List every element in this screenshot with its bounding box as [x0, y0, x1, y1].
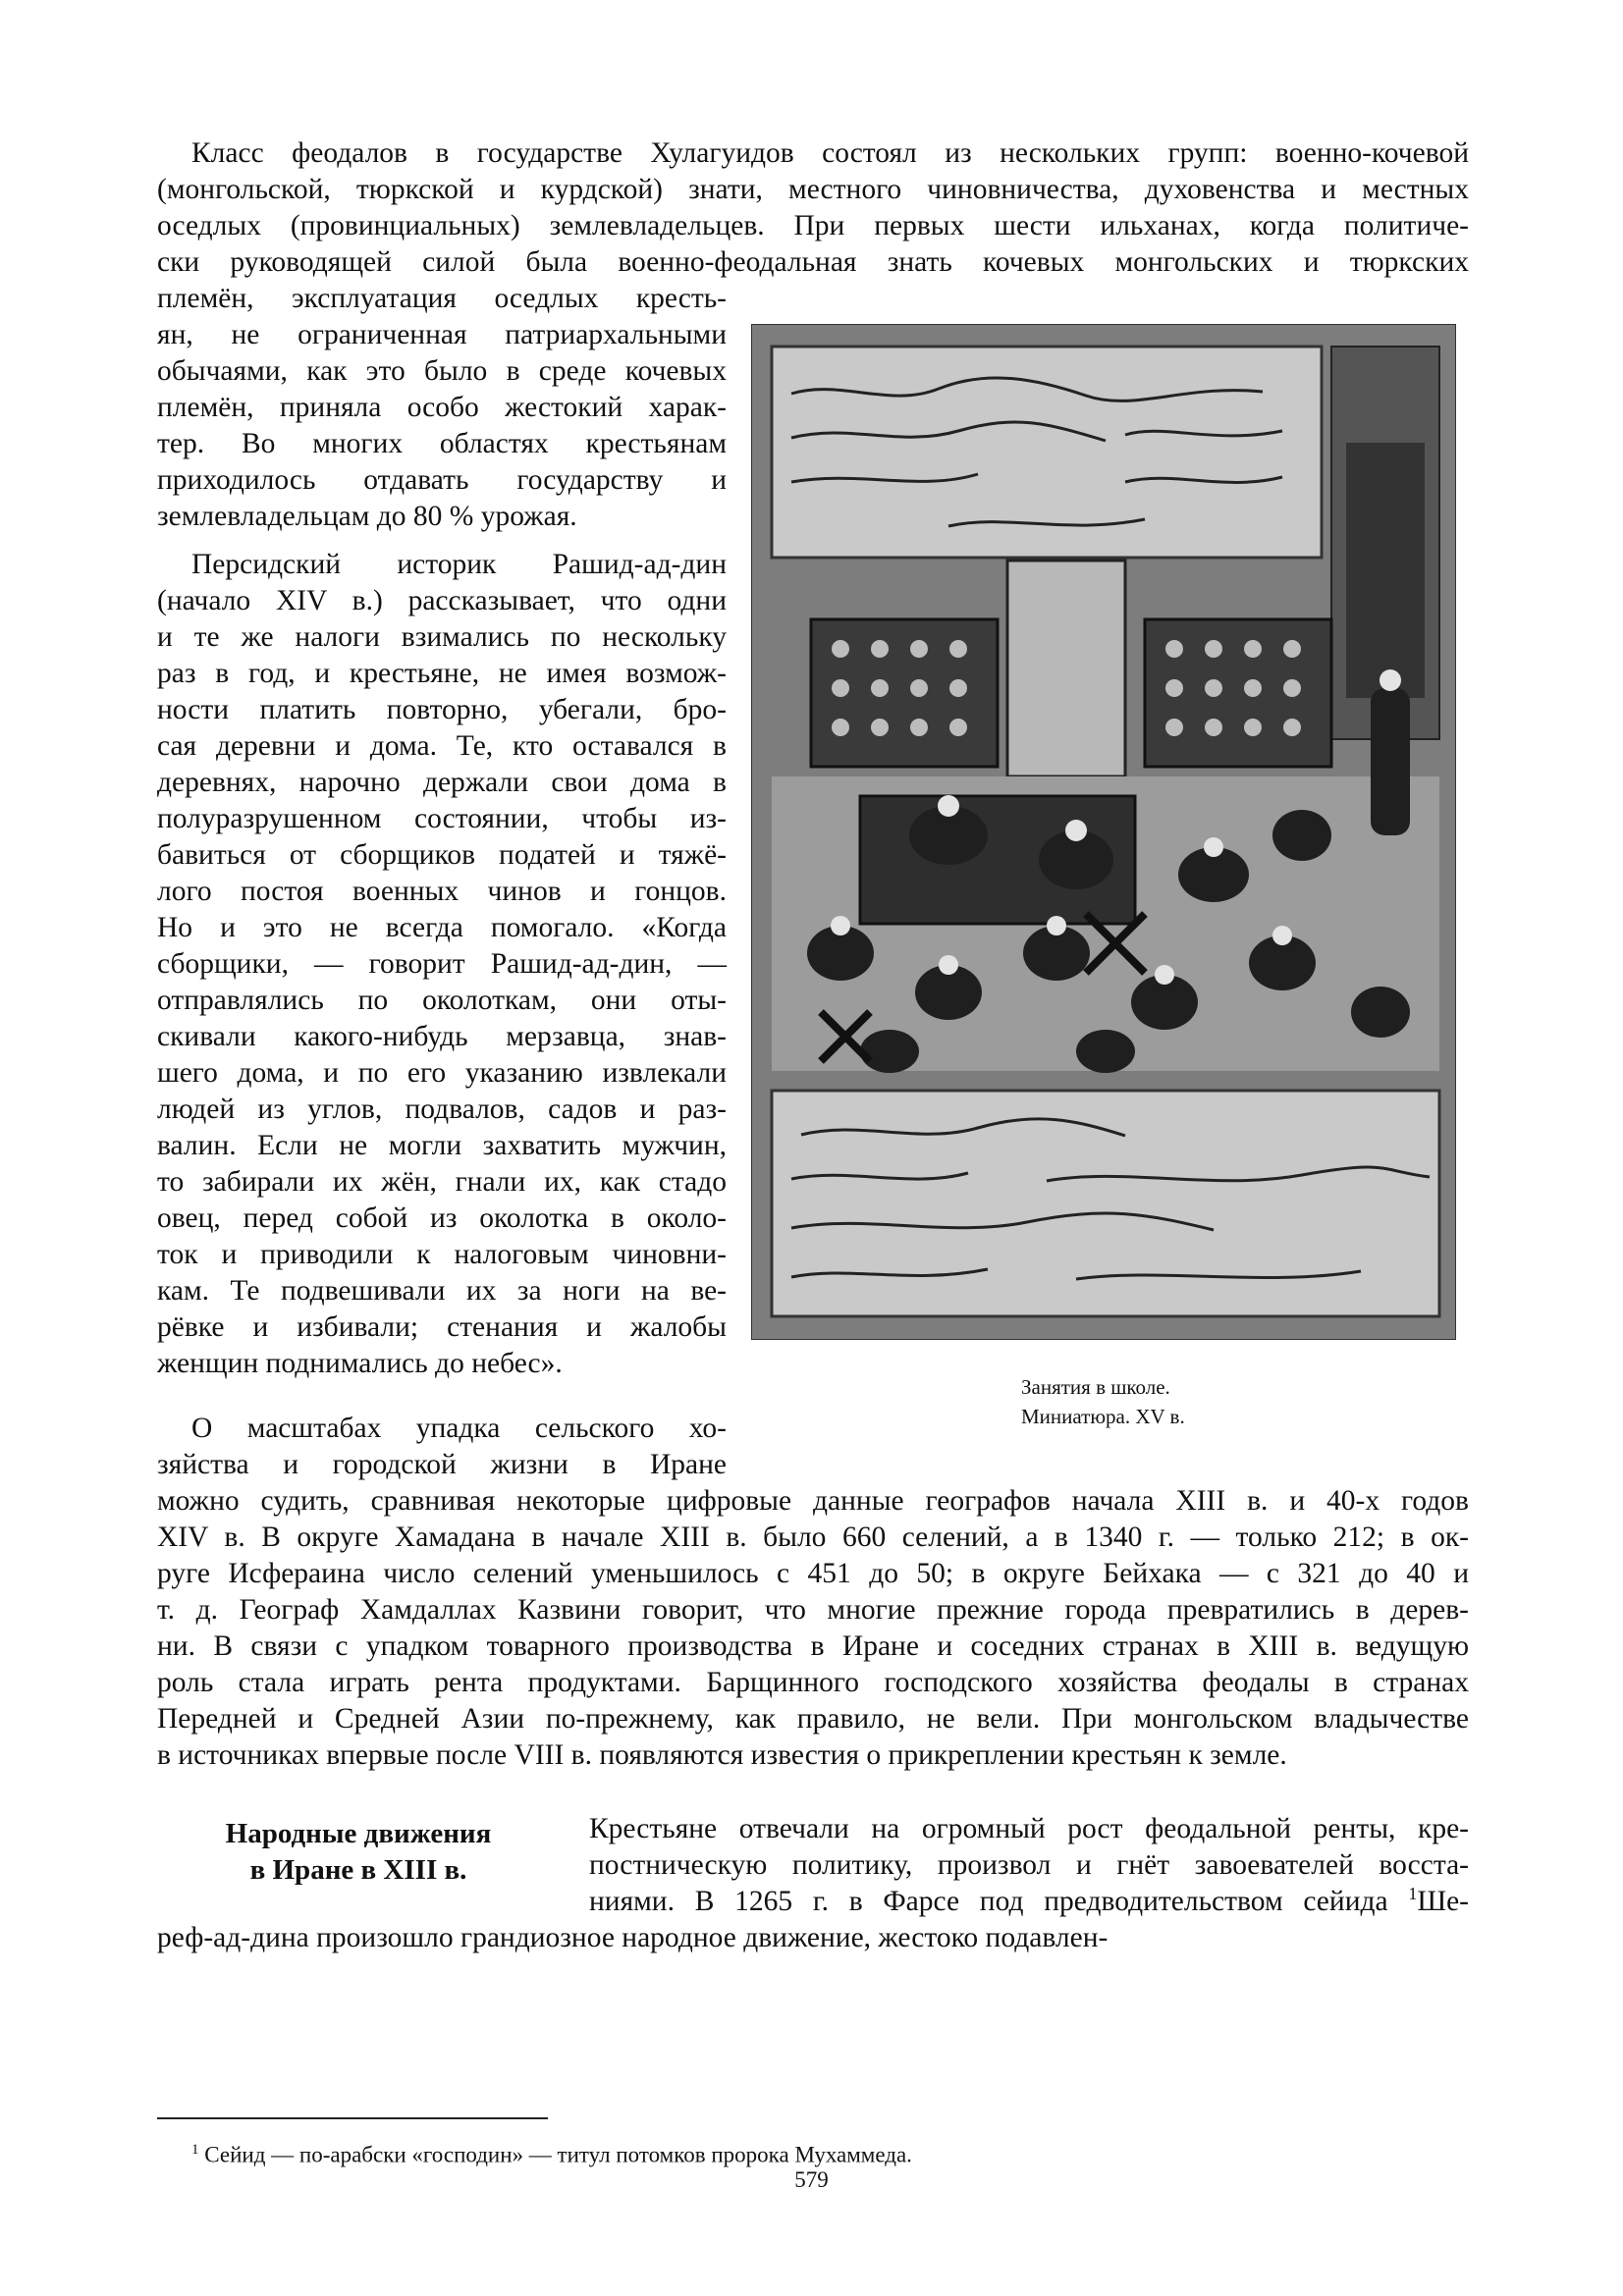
- footnote-divider: [157, 2117, 548, 2119]
- paragraph-1-narrow: [157, 281, 727, 535]
- side-heading-line: Народные движения: [225, 1818, 492, 1849]
- side-heading: [177, 1816, 540, 1889]
- footnote-marker[interactable]: 1: [1408, 1884, 1418, 1904]
- text-line: Персидский историк Рашид-ад-дин: [191, 549, 727, 580]
- text-line: сборщики, — говорит Рашид-ад-дин, —: [157, 948, 727, 980]
- page-number: 579: [794, 2167, 829, 2192]
- caption-line: Миниатюра. XV в.: [1021, 1405, 1185, 1428]
- miniature-illustration: [751, 324, 1456, 1340]
- footnote-text: Сейид — по-арабски «господин» — титул потомков пророка Мухаммеда.: [204, 2142, 912, 2167]
- text-line: оседлых (провинциальных) землевладельцев. При первых шести ильханах, когда политиче-: [157, 210, 1469, 241]
- text-line: ян, не ограниченная патриархальными: [157, 319, 727, 350]
- text-line: полуразрушенном состоянии, чтобы из-: [157, 803, 727, 834]
- text-line: то забирали их жён, гнали их, как стадо: [157, 1166, 727, 1198]
- text-line: Но и это не всегда помогало. «Когда: [157, 912, 727, 943]
- text-line: шего дома, и по его указанию извлекали: [157, 1057, 727, 1089]
- paragraph-2: [157, 547, 727, 1382]
- text-line: обычаями, как это было в среде кочевых: [157, 355, 727, 387]
- paragraph-4-last: [157, 1920, 1469, 1956]
- text-line: можно судить, сравнивая некоторые цифровые данные географов начала XIII в. и 40-х годов: [157, 1485, 1469, 1517]
- text-line: ток и приводили к налоговым чиновни-: [157, 1239, 727, 1270]
- text-line: (монгольской, тюркской и курдской) знати, местного чиновничества, духовенства и местных: [157, 174, 1469, 205]
- text-line: сая деревни и дома. Те, кто оставался в: [157, 730, 727, 762]
- text-line: т. д. Географ Хамдаллах Казвини говорит, что многие прежние города превратились в дерев-: [157, 1594, 1469, 1626]
- text-line: Класс феодалов в государстве Хулагуидов состоял из нескольких групп: военно-кочевой: [191, 137, 1469, 169]
- text-line: в источниках впервые после VIII в. появляются известия о прикреплении крестьян к земле.: [157, 1739, 1287, 1771]
- text-line: и те же налоги взимались по нескольку: [157, 621, 727, 653]
- text-line: Передней и Средней Азии по-прежнему, как правило, не вели. При монгольском владычестве: [157, 1703, 1469, 1735]
- text-line: племён, приняла особо жестокий харак-: [157, 392, 727, 423]
- paragraph-4-side: [589, 1811, 1469, 1920]
- miniature-drawing: [752, 325, 1455, 1339]
- text-line: племён, эксплуатация оседлых кресть-: [157, 283, 727, 314]
- text-line: валин. Если не могли захватить мужчин,: [157, 1130, 727, 1161]
- text-line: (начало XIV в.) рассказывает, что одни: [157, 585, 727, 616]
- paragraph-1: [157, 135, 1469, 281]
- text-line: постническую политику, произвол и гнёт завоевателей восста-: [589, 1849, 1469, 1881]
- text-line: тер. Во многих областях крестьянам: [157, 428, 727, 459]
- text-line: женщин поднимались до небес».: [157, 1348, 563, 1379]
- text-line: ни. В связи с упадком товарного производства в Иране и соседних странах в XIII в. ведущую: [157, 1630, 1469, 1662]
- paragraph-3-wide: [157, 1483, 1469, 1774]
- text-line: Крестьяне отвечали на огромный рост феодальной ренты, кре-: [589, 1813, 1469, 1844]
- paragraph-3-narrow: [157, 1411, 727, 1483]
- caption-line: Занятия в школе.: [1021, 1375, 1170, 1399]
- text-line: рёвке и избивали; стенания и жалобы: [157, 1311, 727, 1343]
- footnote: [191, 2135, 912, 2170]
- side-heading-line: в Иране в XIII в.: [249, 1854, 467, 1886]
- text-line: О масштабах упадка сельского хо-: [191, 1413, 727, 1444]
- text-fragment: Ше-: [1417, 1886, 1470, 1917]
- text-line: роль стала играть рента продуктами. Барщинного господского хозяйства феодалы в странах: [157, 1667, 1469, 1698]
- footnote-number: 1: [191, 2142, 199, 2158]
- text-line: ски руководящей силой была военно-феодальная знать кочевых монгольских и тюркских: [157, 246, 1469, 278]
- text-line: XIV в. В округе Хамадана в начале XIII в. было 660 селений, а в 1340 г. — только 212; в ок-: [157, 1522, 1469, 1553]
- text-line: землевладельцам до 80 % урожая.: [157, 501, 577, 532]
- text-line: деревнях, нарочно держали свои дома в: [157, 767, 727, 798]
- figure-caption: [1021, 1372, 1185, 1431]
- text-line: приходилось отдавать государству и: [157, 464, 727, 496]
- text-line: скивали какого-нибудь мерзавца, знав-: [157, 1021, 727, 1052]
- text-line: руге Исфераина число селений уменьшилось с 451 до 50; в округе Бейхака — с 321 до 40 и: [157, 1558, 1469, 1589]
- text-line: лого постоя военных чинов и гонцов.: [157, 876, 727, 907]
- text-line: зяйства и городской жизни в Иране: [157, 1449, 727, 1480]
- text-line: бавиться от сборщиков податей и тяжё-: [157, 839, 727, 871]
- text-line: отправлялись по околоткам, они оты-: [157, 985, 727, 1016]
- text-line: овец, перед собой из околотка в около-: [157, 1202, 727, 1234]
- text-line: реф-ад-дина произошло грандиозное народное движение, жестоко подавлен-: [157, 1922, 1109, 1953]
- text-line: ности платить повторно, убегали, бро-: [157, 694, 727, 725]
- text-line: кам. Те подвешивали их за ноги на ве-: [157, 1275, 727, 1307]
- text-fragment: ниями. В 1265 г. в Фарсе под предводительством сейида: [589, 1886, 1388, 1917]
- text-line: раз в год, и крестьяне, не имея возмож-: [157, 658, 727, 689]
- text-line: [589, 1884, 1469, 1920]
- text-line: людей из углов, подвалов, садов и раз-: [157, 1094, 727, 1125]
